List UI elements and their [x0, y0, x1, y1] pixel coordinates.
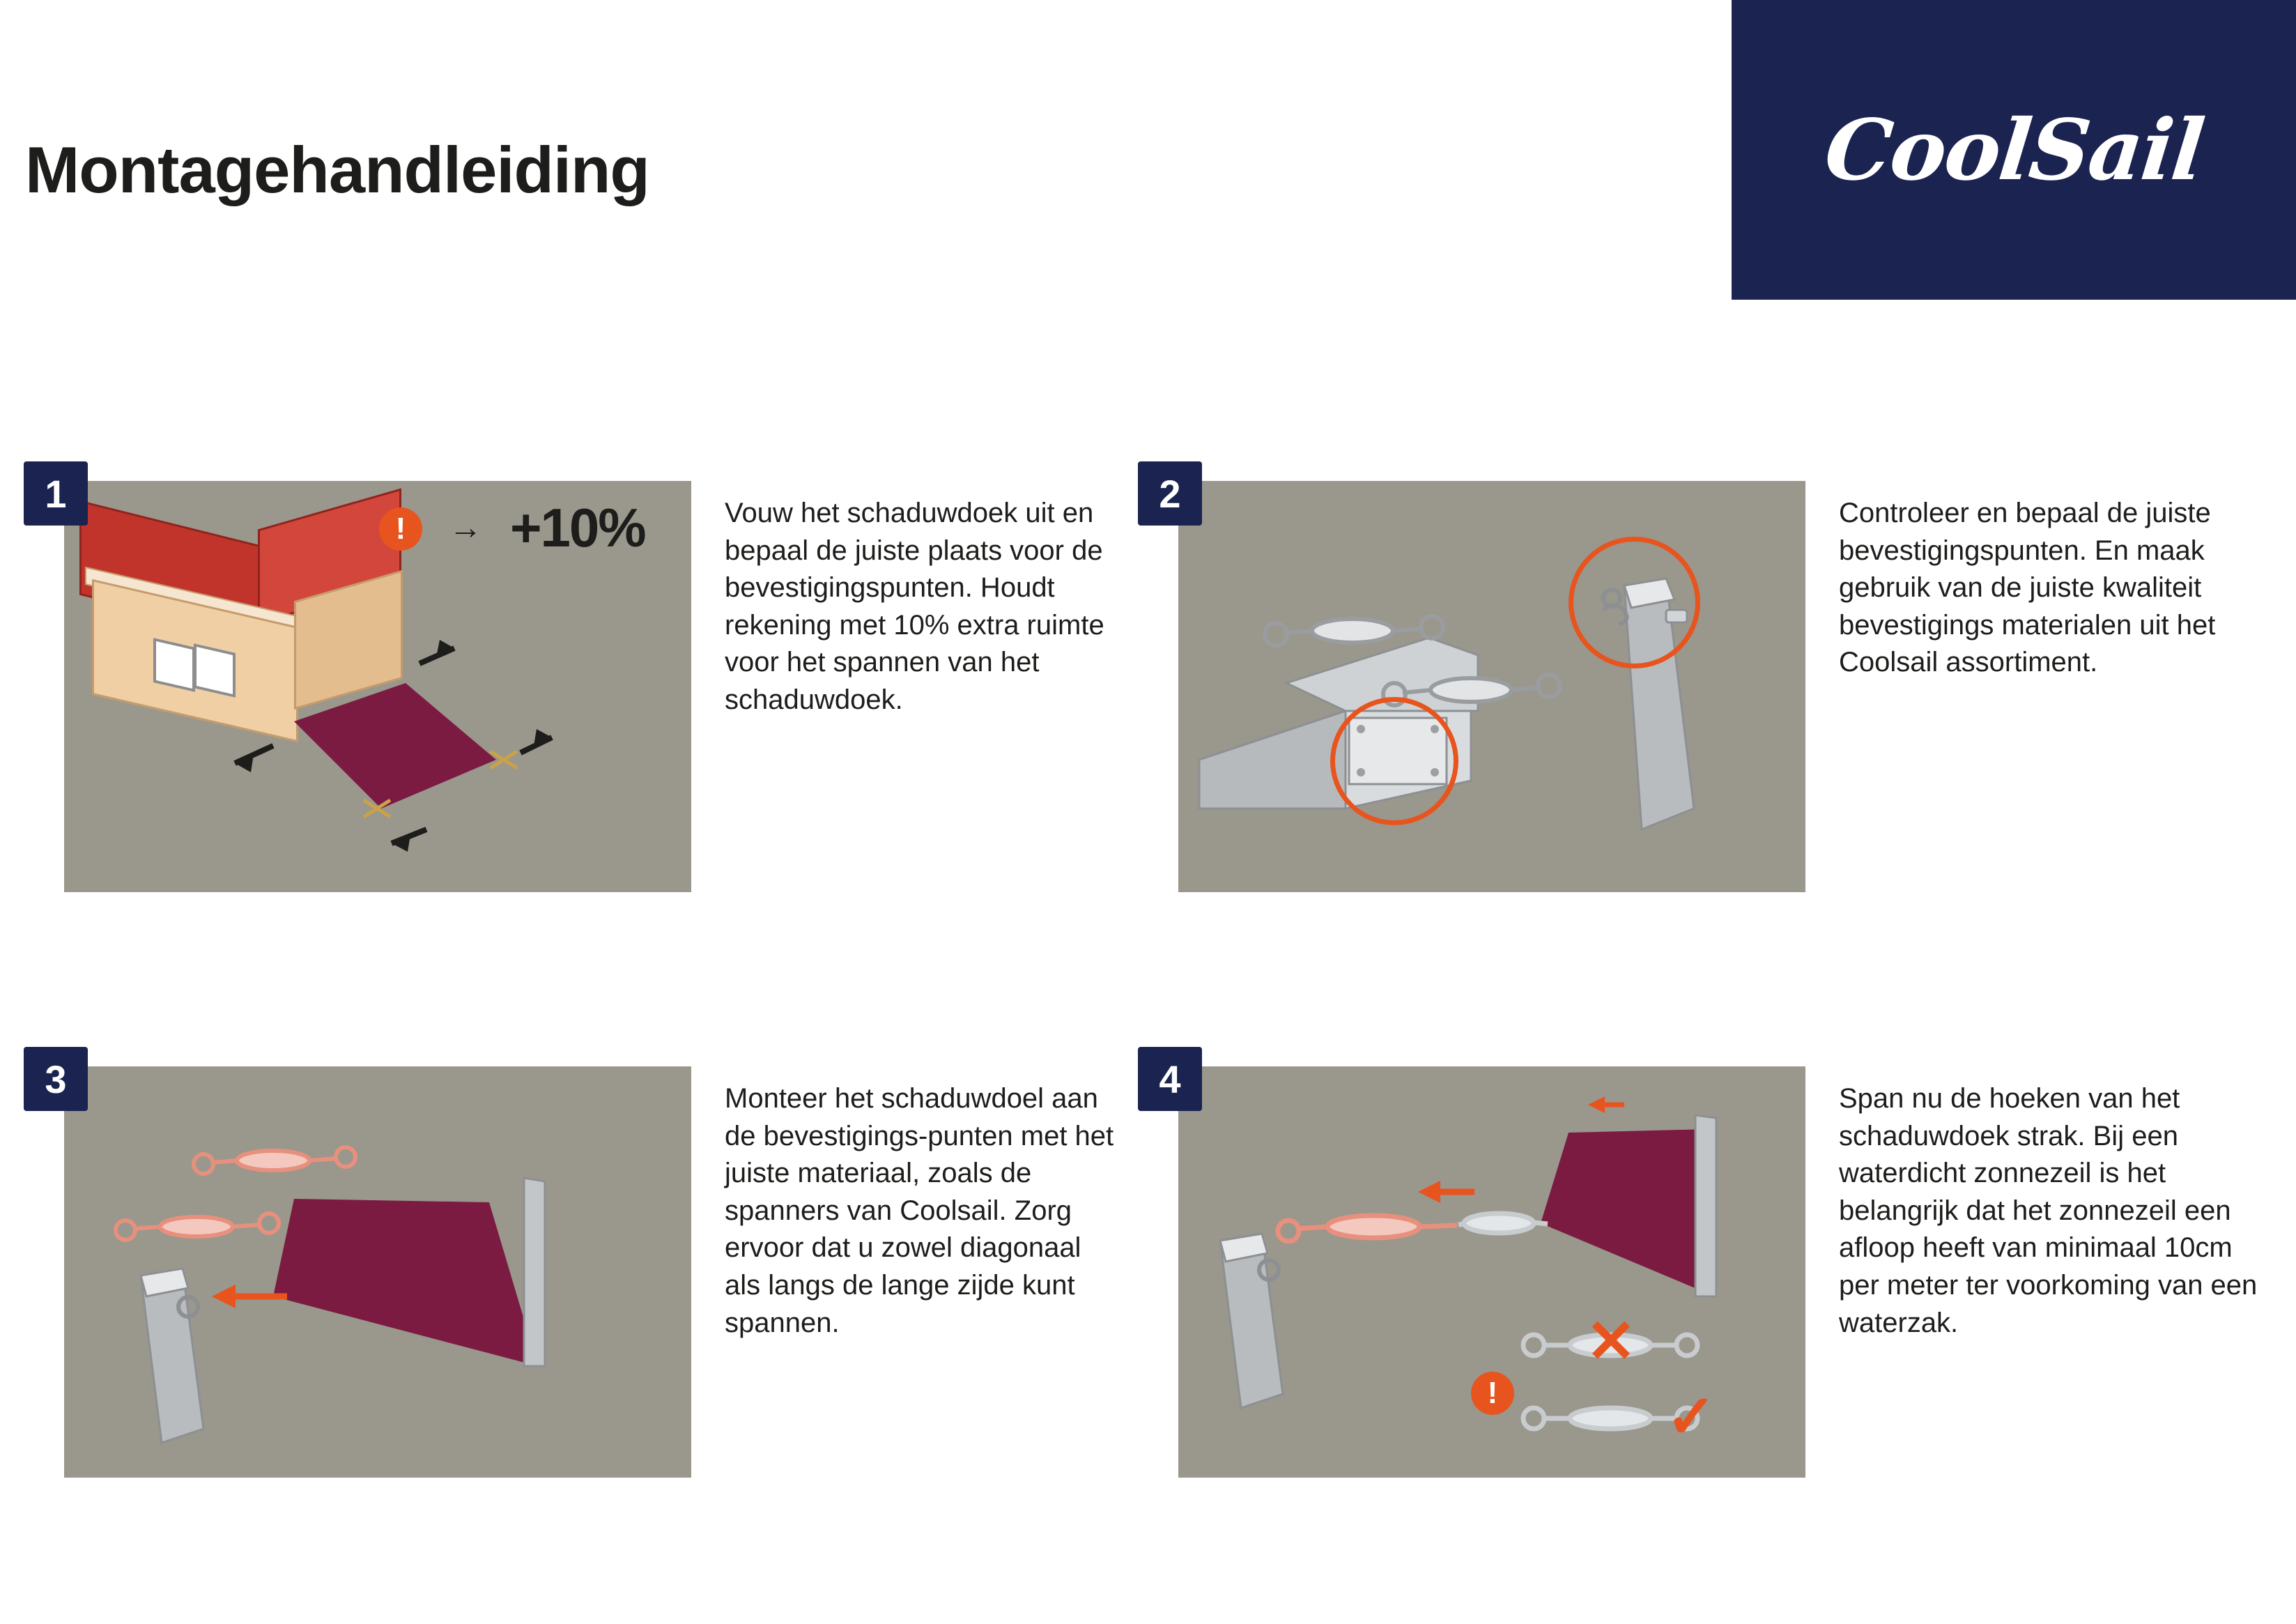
highlight-circle-bracket	[1330, 697, 1458, 825]
instruction-steps	[0, 471, 2296, 1478]
step-1	[0, 471, 1148, 892]
wrong-icon: ✕	[1586, 1308, 1637, 1375]
step-4-figure	[1178, 1066, 1805, 1478]
step-3-figure	[64, 1066, 691, 1478]
arrow-right-icon: →	[449, 510, 482, 546]
brand-logo-text: CoolSail	[1820, 100, 2208, 199]
step-1-badge: 1	[24, 461, 88, 526]
step-row-1	[0, 471, 2296, 892]
mounting-hardware-svg	[1178, 481, 1805, 892]
warning-icon-step4: !	[1471, 1372, 1514, 1415]
step-1-figure	[64, 481, 691, 892]
step-4-figure-wrap	[1159, 1057, 1805, 1478]
step-2-figure-wrap	[1159, 471, 1805, 892]
step-4-caption: Span nu de hoeken van het schaduwdoek strak. Bij een waterdicht zonnezeil is het belangrijk dat het zonnezeil een afloop heeft van minimaal 10cm per meter ter voorkoming van een waterzak.	[1839, 1083, 2258, 1338]
page-title: Montagehandleiding	[25, 133, 649, 206]
step-row-2	[0, 1057, 2296, 1478]
extra-space-label: +10%	[510, 497, 645, 558]
page-header	[0, 0, 2296, 321]
highlight-circle-pole-eye	[1569, 537, 1700, 668]
step-2-figure	[1178, 481, 1805, 892]
correct-icon: ✓	[1666, 1384, 1717, 1450]
step-3	[0, 1057, 1148, 1478]
step-2	[1148, 471, 2295, 892]
step-3-figure-wrap	[45, 1057, 691, 1478]
step-4	[1148, 1057, 2295, 1478]
step-2-badge: 2	[1138, 461, 1202, 526]
brand-logo	[1732, 0, 2296, 300]
step-1-caption: Vouw het schaduwdoek uit en bepaal de juiste plaats voor de bevestigingspunten. Houdt rekening met 10% extra ruimte voor het spannen van het schaduwdoek.	[725, 498, 1104, 715]
warning-icon: !	[379, 507, 422, 551]
step-3-caption: Monteer het schaduwdoel aan de bevestigings-punten met het juiste materiaal, zoals de spanners van Coolsail. Zorg ervoor dat u zowel diagonaal als langs de lange zijde kunt spannen.	[725, 1083, 1114, 1338]
step-3-badge: 3	[24, 1047, 88, 1111]
step-2-caption: Controleer en bepaal de juiste bevestigingspunten. En maak gebruik van de juiste kwaliteit bevestigings materialen uit het Coolsail assortiment.	[1839, 498, 2216, 678]
row-spacer	[0, 892, 2296, 1066]
step-4-badge: 4	[1138, 1047, 1202, 1111]
step-1-figure-wrap	[45, 471, 691, 892]
sail-mounting-svg	[64, 1066, 691, 1478]
